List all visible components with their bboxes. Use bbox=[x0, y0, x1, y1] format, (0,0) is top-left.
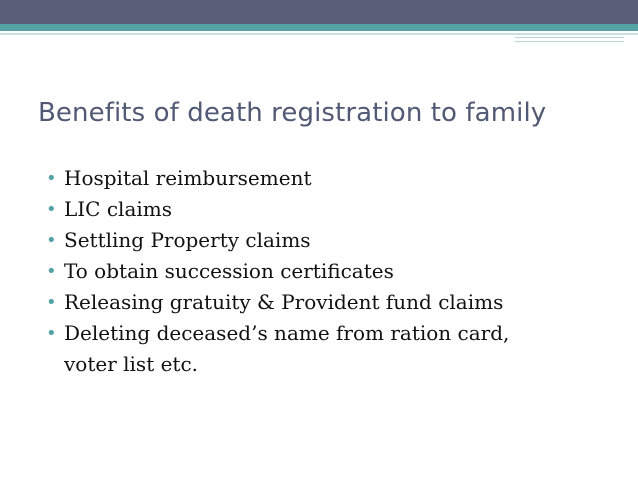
bullet-icon: • bbox=[46, 168, 57, 189]
list-item-text: To obtain succession certificates bbox=[64, 259, 394, 283]
list-item bbox=[46, 225, 606, 256]
list-item-text: Settling Property claims bbox=[64, 228, 311, 252]
slide-title: Benefits of death registration to family bbox=[38, 98, 547, 128]
bullet-icon: • bbox=[46, 323, 57, 344]
list-item bbox=[46, 256, 606, 287]
list-item bbox=[46, 163, 606, 194]
bullet-icon: • bbox=[46, 199, 57, 220]
list-item-text: Releasing gratuity & Provident fund claims bbox=[64, 290, 504, 314]
list-item bbox=[46, 287, 606, 318]
list-item-text: Hospital reimbursement bbox=[64, 166, 312, 190]
bullet-icon: • bbox=[46, 230, 57, 251]
list-item bbox=[46, 318, 606, 380]
corner-accent bbox=[515, 37, 624, 42]
list-item bbox=[46, 194, 606, 225]
list-item-text-line: Deleting deceased’s name from ration card, bbox=[64, 321, 510, 345]
list-item-text-line: voter list etc. bbox=[64, 352, 199, 376]
bullet-list bbox=[46, 163, 606, 380]
bullet-icon: • bbox=[46, 292, 57, 313]
bullet-icon: • bbox=[46, 261, 57, 282]
accent-thin-line bbox=[0, 33, 638, 35]
list-item-text: LIC claims bbox=[64, 197, 172, 221]
accent-line bbox=[0, 24, 638, 31]
header-band bbox=[0, 0, 638, 24]
list-item-text bbox=[64, 321, 606, 380]
